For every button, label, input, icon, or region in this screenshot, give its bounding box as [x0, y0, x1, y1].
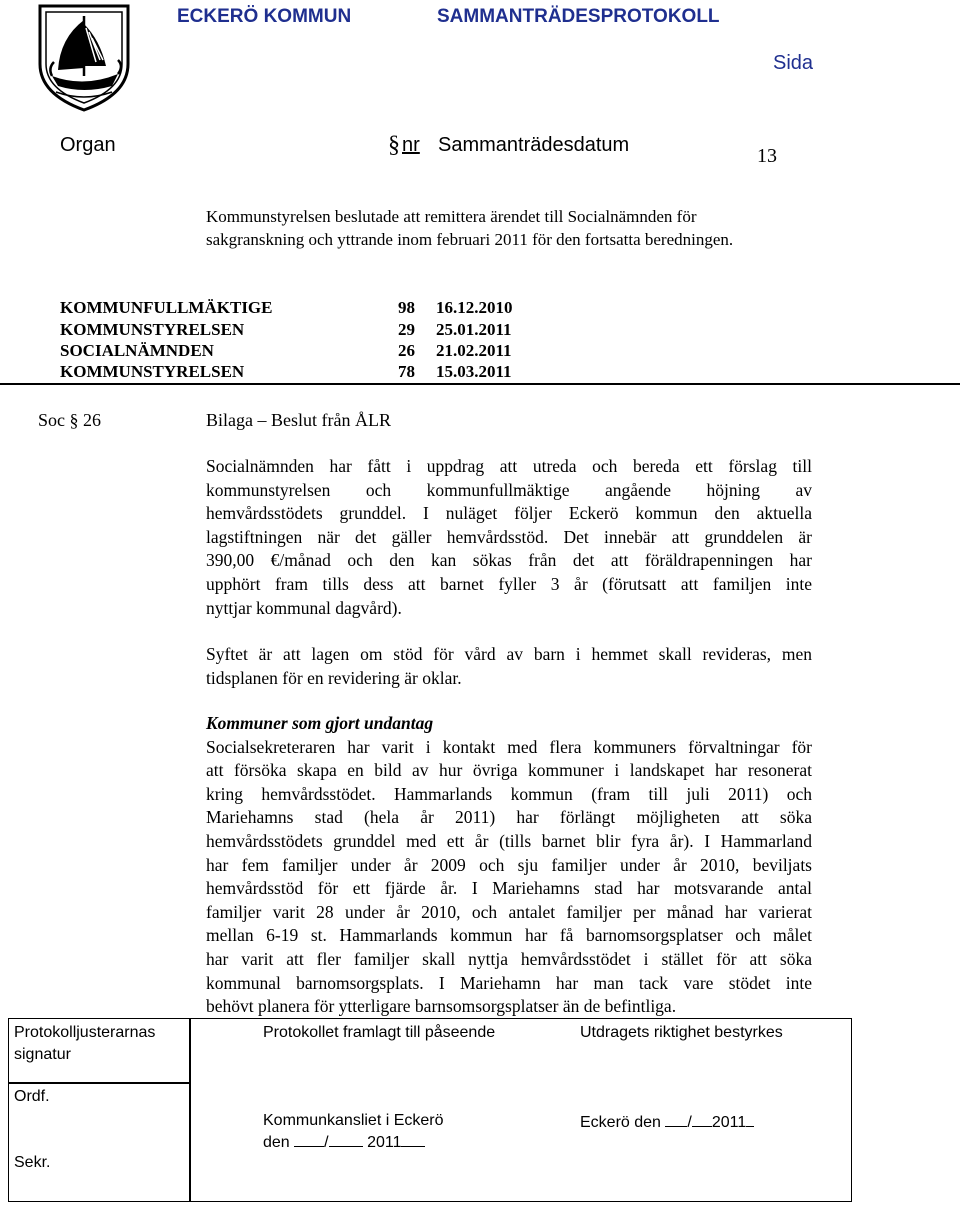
chair-label: Ordf. [14, 1088, 50, 1105]
day-blank [665, 1112, 687, 1127]
meeting-organ: KOMMUNFULLMÄKTIGE [60, 298, 273, 317]
day-blank [294, 1132, 324, 1147]
intro-line: sakgranskning och yttrande inom februari 2011 för den fortsatta beredningen. [206, 230, 734, 249]
text-line: har fem familjer under år 2009 och sju familjer under år 2010, beviljats [206, 854, 812, 875]
section-sign-icon: § [388, 132, 400, 158]
text-line: Socialnämnden har fått i uppdrag att utreda och bereda ett förslag till [206, 456, 812, 476]
certified-date-line: Eckerö den / 2011 [580, 1112, 754, 1132]
text-line: hemvårdsstödets grunddel med ett år (tills barnet blir fyra år). I Hammarland [206, 830, 812, 851]
meeting-nr: 98 [398, 298, 415, 317]
signature-label: signatur [14, 1046, 71, 1063]
posted-den-label: den [263, 1134, 290, 1151]
body-paragraph-3 [206, 712, 812, 1019]
posted-title: Protokollet framlagt till påseende [263, 1024, 496, 1041]
text-line: lagstiftningen när det gäller hemvårdsstöd. Det innebär att grunddelen är [206, 526, 812, 547]
posted-place: Kommunkansliet i Eckerö [263, 1112, 444, 1129]
month-blank [329, 1132, 363, 1147]
meeting-organ: SOCIALNÄMNDEN [60, 341, 214, 360]
text-line: Syftet är att lagen om stöd för vård av barn i hemmet skall revideras, men [206, 644, 812, 664]
text-line: tidsplanen för en revidering är oklar. [206, 667, 462, 688]
subheading: Kommuner som gjort undantag [206, 713, 434, 733]
signature-column-divider [189, 1018, 191, 1202]
month-blank [692, 1112, 712, 1127]
meeting-date-label: Sammanträdesdatum [438, 134, 630, 156]
text-line: kommunal barnomsorgsplats. I Mariehamn har man tack vare stödet inte [206, 972, 812, 993]
section-divider [0, 383, 960, 385]
text-line: upphört fram tills dess att barnet fyller 3 år (förutsatt att familjen inte [206, 573, 812, 594]
secretary-label: Sekr. [14, 1154, 51, 1171]
text-line: kommunstyrelsen och kommunfullmäktige angående höjning av [206, 479, 812, 500]
text-line: nyttjar kommunal dagvård). [206, 597, 402, 618]
text-line: hemvårdsstödets grunddel. I nuläget följer Eckerö kommun den aktuella [206, 503, 812, 524]
signature-row-divider [8, 1082, 190, 1084]
meeting-organ: KOMMUNSTYRELSEN [60, 320, 245, 339]
section-reference: Soc § 26 [38, 410, 101, 430]
meeting-date: 16.12.2010 [436, 298, 513, 317]
text-line: 390,00 €/månad och den kan sökas från det att föräldrapenningen har [206, 550, 812, 571]
year-suffix-blank [746, 1112, 754, 1127]
nr-label: nr [402, 134, 420, 156]
page-number: 13 [757, 145, 777, 167]
viking-ship-coat-of-arms-icon [36, 2, 132, 112]
text-line: kring hemvårdsstödet. Hammarlands kommun (fram till juli 2011) och [206, 783, 812, 804]
coat-of-arms-logo [36, 2, 132, 112]
body-paragraph-2 [206, 643, 812, 690]
text-line: familjer varit 28 under år 2010, och antalet familjer per månad har varierat [206, 901, 812, 922]
certified-title: Utdragets riktighet bestyrkes [580, 1024, 783, 1041]
text-line: har varit att fler familjer skall nyttja hemvårdsstödet i stället för att söka [206, 948, 812, 969]
year-suffix-blank [401, 1132, 425, 1147]
section-title: Bilaga – Beslut från ÅLR [206, 410, 391, 430]
intro-text [206, 205, 906, 251]
text-line: hemvårdsstöd för ett fjärde år. I Mariehamns stad har motsvarande antal [206, 878, 812, 899]
text-line: att försöka skapa en bild av hur övriga kommuner i landskapet har resonerat [206, 760, 812, 781]
posted-date-line: den / 2011 [263, 1132, 425, 1152]
text-line: behövt planera för ytterligare barnsomsorgsplatser än de befintliga. [206, 996, 677, 1017]
text-line: Mariehamns stad (hela år 2011) har förlängt möjligheten att söka [206, 807, 812, 828]
signature-label: Protokolljusterarnas [14, 1024, 156, 1041]
organ-label: Organ [60, 134, 116, 156]
text-line: mellan 6-19 st. Hammarlands kommun har få barnomsorgsplatser och målet [206, 925, 812, 946]
posted-year: 2011 [367, 1134, 402, 1151]
meeting-date: 15.03.2011 [436, 362, 512, 381]
body-paragraph-1 [206, 455, 812, 620]
municipality-name: ECKERÖ KOMMUN [177, 6, 352, 27]
certified-place: Eckerö den [580, 1114, 661, 1131]
page-label: Sida [773, 52, 814, 74]
signature-box [8, 1018, 852, 1202]
meeting-organ: KOMMUNSTYRELSEN [60, 362, 245, 381]
certified-year: 2011 [711, 1114, 747, 1131]
meeting-nr: 29 [398, 320, 415, 339]
meeting-date: 21.02.2011 [436, 341, 512, 360]
text-line: Socialsekreteraren har varit i kontakt med flera kommuners förvaltningar för [206, 736, 812, 757]
meeting-nr: 78 [398, 362, 415, 381]
intro-line: Kommunstyrelsen beslutade att remittera ärendet till Socialnämnden för [206, 207, 697, 226]
document-type: SAMMANTRÄDESPROTOKOLL [437, 6, 720, 27]
meeting-nr: 26 [398, 341, 415, 360]
meeting-date: 25.01.2011 [436, 320, 512, 339]
